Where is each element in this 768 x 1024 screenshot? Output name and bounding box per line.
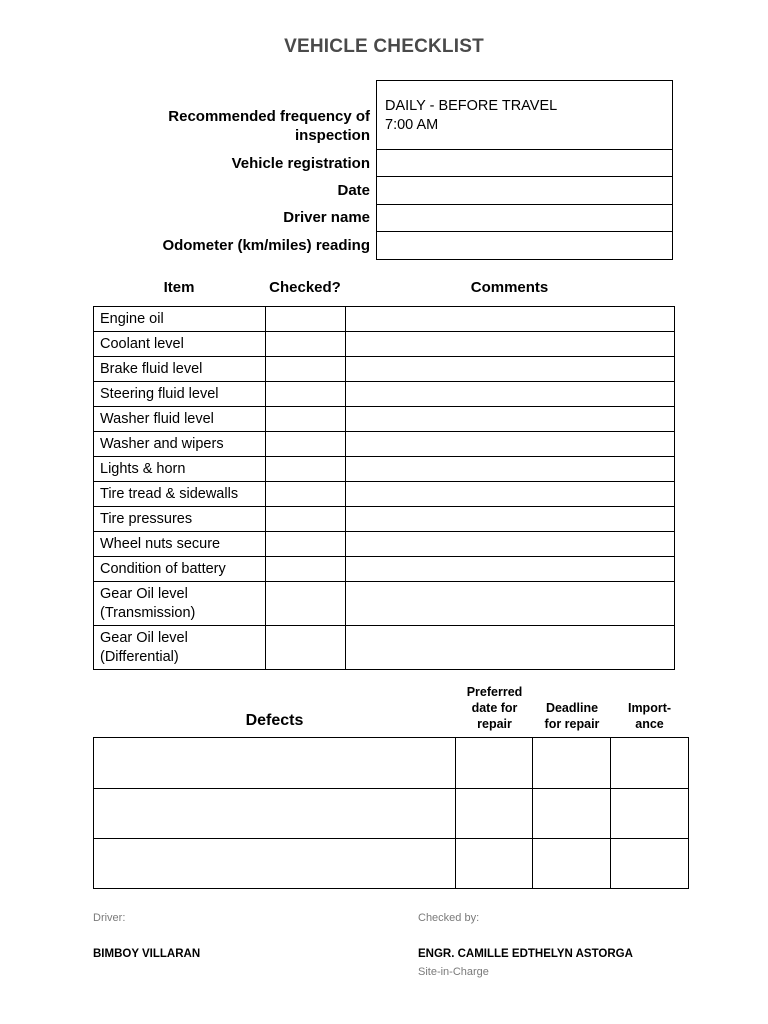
comments-cell[interactable]: [345, 507, 674, 532]
col-deadline-header: [533, 700, 611, 732]
checklist-row: [94, 457, 675, 482]
checked-cell[interactable]: [265, 582, 345, 626]
checklist-item-cell: [94, 457, 266, 482]
checklist-item-cell: [94, 532, 266, 557]
page-title: VEHICLE CHECKLIST: [284, 36, 484, 57]
checked-cell[interactable]: [265, 357, 345, 382]
checklist-item-cell: [94, 557, 266, 582]
defect-description-cell[interactable]: [94, 738, 456, 789]
checklist-row: [94, 332, 675, 357]
defect-description-cell[interactable]: [94, 789, 456, 839]
comments-cell[interactable]: [345, 332, 674, 357]
checklist-item-label: Lights & horn: [100, 460, 186, 477]
checklist-row: [94, 357, 675, 382]
checklist-item-label: Gear Oil level: [100, 585, 188, 602]
col-checked-header: Checked?: [269, 279, 341, 296]
checklist-item-cell: [94, 382, 266, 407]
checklist-item-cell: [94, 507, 266, 532]
checklist-item-cell: [94, 582, 266, 626]
checklist-item-label: Condition of battery: [100, 560, 226, 577]
checked-cell[interactable]: [265, 626, 345, 670]
comments-cell[interactable]: [345, 557, 674, 582]
checklist-item-label: Washer fluid level: [100, 410, 214, 427]
defect-deadline-cell[interactable]: [533, 789, 611, 839]
checked-cell[interactable]: [265, 407, 345, 432]
checklist-item-label: Gear Oil level: [100, 629, 188, 646]
frequency-label-text: Recommended frequency of inspection: [168, 108, 370, 144]
driver-signature-name: BIMBOY VILLARAN: [93, 948, 201, 960]
checked-by-role: Site-in-Charge: [418, 966, 489, 978]
defect-importance-cell[interactable]: [611, 839, 689, 889]
checklist-row: [94, 626, 675, 670]
col-item-header: Item: [163, 279, 195, 296]
frequency-value-line1: DAILY - BEFORE TRAVEL: [385, 98, 558, 114]
col-comments-header: Comments: [470, 279, 549, 296]
frequency-field[interactable]: [376, 80, 673, 150]
comments-cell[interactable]: [345, 457, 674, 482]
checklist-item-label: Brake fluid level: [100, 360, 203, 377]
checklist-item-label: Wheel nuts secure: [100, 535, 221, 552]
driver-signature-label: Driver:: [93, 912, 126, 924]
checklist-row: [94, 557, 675, 582]
checklist-item-label-line2: (Transmission): [100, 604, 196, 621]
comments-cell[interactable]: [345, 482, 674, 507]
checklist-row: [94, 407, 675, 432]
registration-label: Vehicle registration: [231, 155, 370, 172]
comments-cell[interactable]: [345, 582, 674, 626]
defect-row: [94, 789, 689, 839]
defect-preferred-cell[interactable]: [456, 738, 533, 789]
checklist-item-cell: [94, 432, 266, 457]
checklist-row: [94, 307, 675, 332]
driver-name-field[interactable]: [376, 205, 673, 232]
checked-by-label: Checked by:: [418, 912, 480, 924]
defect-row: [94, 839, 689, 889]
checked-cell[interactable]: [265, 432, 345, 457]
defect-deadline-cell[interactable]: [533, 738, 611, 789]
checklist-item-cell: [94, 482, 266, 507]
checklist-item-cell: [94, 357, 266, 382]
checked-cell[interactable]: [265, 382, 345, 407]
checklist-table: [93, 306, 675, 670]
comments-cell[interactable]: [345, 626, 674, 670]
checklist-item-label: Engine oil: [100, 310, 164, 327]
checked-cell[interactable]: [265, 532, 345, 557]
checklist-item-label: Washer and wipers: [100, 435, 224, 452]
checklist-item-cell: [94, 332, 266, 357]
defects-table: [93, 737, 689, 889]
checklist-row: [94, 582, 675, 626]
checked-cell[interactable]: [265, 482, 345, 507]
defect-row: [94, 738, 689, 789]
defect-preferred-cell[interactable]: [456, 789, 533, 839]
col-preferred-line2: date for: [471, 701, 518, 715]
checklist-item-label: Tire pressures: [100, 510, 193, 527]
odometer-field[interactable]: [376, 232, 673, 260]
defect-description-cell[interactable]: [94, 839, 456, 889]
comments-cell[interactable]: [345, 357, 674, 382]
checklist-item-cell: [94, 307, 266, 332]
checklist-row: [94, 432, 675, 457]
checklist-item-label: Tire tread & sidewalls: [100, 485, 239, 502]
col-importance-line1: Import-: [627, 701, 672, 715]
col-importance-header: [611, 700, 688, 732]
comments-cell[interactable]: [345, 382, 674, 407]
checked-cell[interactable]: [265, 557, 345, 582]
comments-cell[interactable]: [345, 432, 674, 457]
checklist-row: [94, 382, 675, 407]
checklist-item-label: Coolant level: [100, 335, 184, 352]
comments-cell[interactable]: [345, 407, 674, 432]
checklist-item-label-line2: (Differential): [100, 648, 179, 665]
col-importance-line2: ance: [635, 717, 664, 731]
col-deadline-line1: Deadline: [545, 701, 599, 715]
checklist-row: [94, 532, 675, 557]
checklist-row: [94, 482, 675, 507]
defect-importance-cell[interactable]: [611, 789, 689, 839]
checked-cell[interactable]: [265, 507, 345, 532]
date-field[interactable]: [376, 177, 673, 205]
registration-field[interactable]: [376, 150, 673, 177]
date-label: Date: [337, 182, 370, 199]
checklist-item-label: Steering fluid level: [100, 385, 219, 402]
odometer-label: Odometer (km/miles) reading: [162, 237, 370, 254]
col-preferred-line1: Preferred: [466, 685, 523, 699]
checklist-item-cell: [94, 407, 266, 432]
driver-name-label: Driver name: [283, 209, 370, 226]
defect-preferred-cell[interactable]: [456, 839, 533, 889]
frequency-value-line2: 7:00 AM: [385, 117, 439, 133]
defect-deadline-cell[interactable]: [533, 839, 611, 889]
comments-cell[interactable]: [345, 532, 674, 557]
col-preferred-header: [456, 684, 533, 732]
checklist-row: [94, 507, 675, 532]
col-deadline-line2: for repair: [544, 717, 600, 731]
col-preferred-line3: repair: [477, 717, 512, 731]
checked-cell[interactable]: [265, 332, 345, 357]
checked-cell[interactable]: [265, 457, 345, 482]
defect-importance-cell[interactable]: [611, 738, 689, 789]
comments-cell[interactable]: [345, 307, 674, 332]
checklist-item-cell: [94, 626, 266, 670]
defects-title: Defects: [245, 712, 304, 729]
checked-by-name: ENGR. CAMILLE EDTHELYN ASTORGA: [418, 948, 633, 960]
checked-cell[interactable]: [265, 307, 345, 332]
